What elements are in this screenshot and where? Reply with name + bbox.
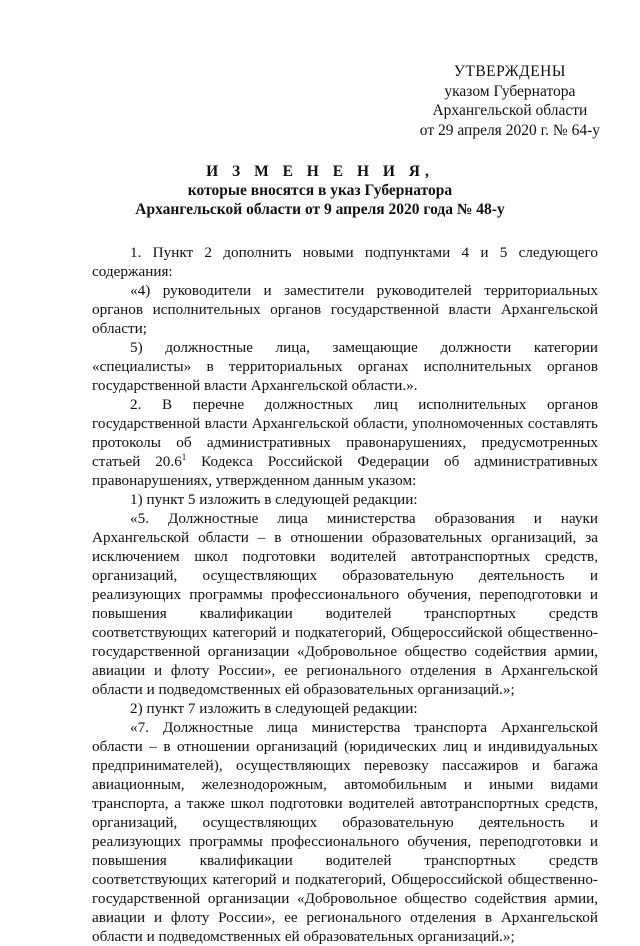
approval-decree-line: указом Губернатора [444, 82, 576, 100]
approval-region-line: Архангельской области [432, 102, 588, 119]
document-body [92, 243, 598, 946]
paragraph-6: «5. Должностные лица министерства образования и науки Архангельской области – в отношении образовательных организаций, за исключением школ подготовки водителей автотранспортных средств, организаций, осуществляющих образовательную деятельность и реализующих программы профессионального обучения, переподготовки и повышения квалификации водителей транспортных средств соответствующих категорий и подкатегорий, Общероссийской общественно-государственной организации «Добровольное общество содействия армии, авиации и флоту России», ее регионального отделения в Архангельской области и подведомственных ей образовательных организаций.»; [92, 510, 598, 698]
article-superscript: 1 [181, 452, 187, 462]
title-main: И З М Е Н Е Н И Я, [206, 163, 434, 180]
paragraph-2: «4) руководители и заместители руководителей территориальных органов исполнительных органов государственной власти Архангельской области; [92, 282, 598, 337]
title-subtitle: которые вносятся в указ Губернатора [187, 182, 453, 199]
approval-date-line: от 29 апреля 2020 г. № 64-у [419, 121, 600, 139]
paragraph-8: «7. Должностные лица министерства транспорта Архангельской области – в отношении организаций (юридических лиц и индивидуальных предпринимателей), осуществляющих перевозку пассажиров и багажа авиационным, железнодорожным, автомобильным и иными видами транспорта, а также школ подготовки водителей автотранспортных средств, организаций, осуществляющих образовательную деятельность и реализующих программы профессионального обучения, переподготовки и повышения квалификации водителей транспортных средств соответствующих категорий и подкатегорий, Общероссийской общественно-государственной организации «Добровольное общество содействия армии, авиации и флоту России», ее регионального отделения в Архангельской области и подведомственных ей образовательных организаций.»; [92, 719, 598, 945]
paragraph-1: 1. Пункт 2 дополнить новыми подпунктами 4 и 5 следующего содержания: [92, 244, 598, 280]
document-title [0, 162, 640, 219]
paragraph-7: 2) пункт 7 изложить в следующей редакции: [130, 700, 418, 717]
paragraph-5: 1) пункт 5 изложить в следующей редакции: [130, 491, 418, 508]
paragraph-4-text-end: Кодекса Российской Федерации об административных правонарушениях, утвержденном данным указом: [92, 453, 599, 489]
approval-stamp [420, 62, 600, 140]
paragraph-4 [92, 395, 598, 490]
title-decree-reference: Архангельской области от 9 апреля 2020 года № 48-у [135, 201, 505, 218]
approval-heading: УТВЕРЖДЕНЫ [453, 63, 566, 80]
paragraph-3: 5) должностные лица, замещающие должности категории «специалисты» в территориальных органах исполнительных органов государственной власти Архангельской области.». [92, 339, 598, 394]
paragraph-4-text-start: 2. В перечне должностных лиц исполнительных органов государственной власти Архангельской области, уполномоченных составлять протоколы об административных правонарушениях, предусмотренных статьей 20.6 [92, 396, 598, 470]
